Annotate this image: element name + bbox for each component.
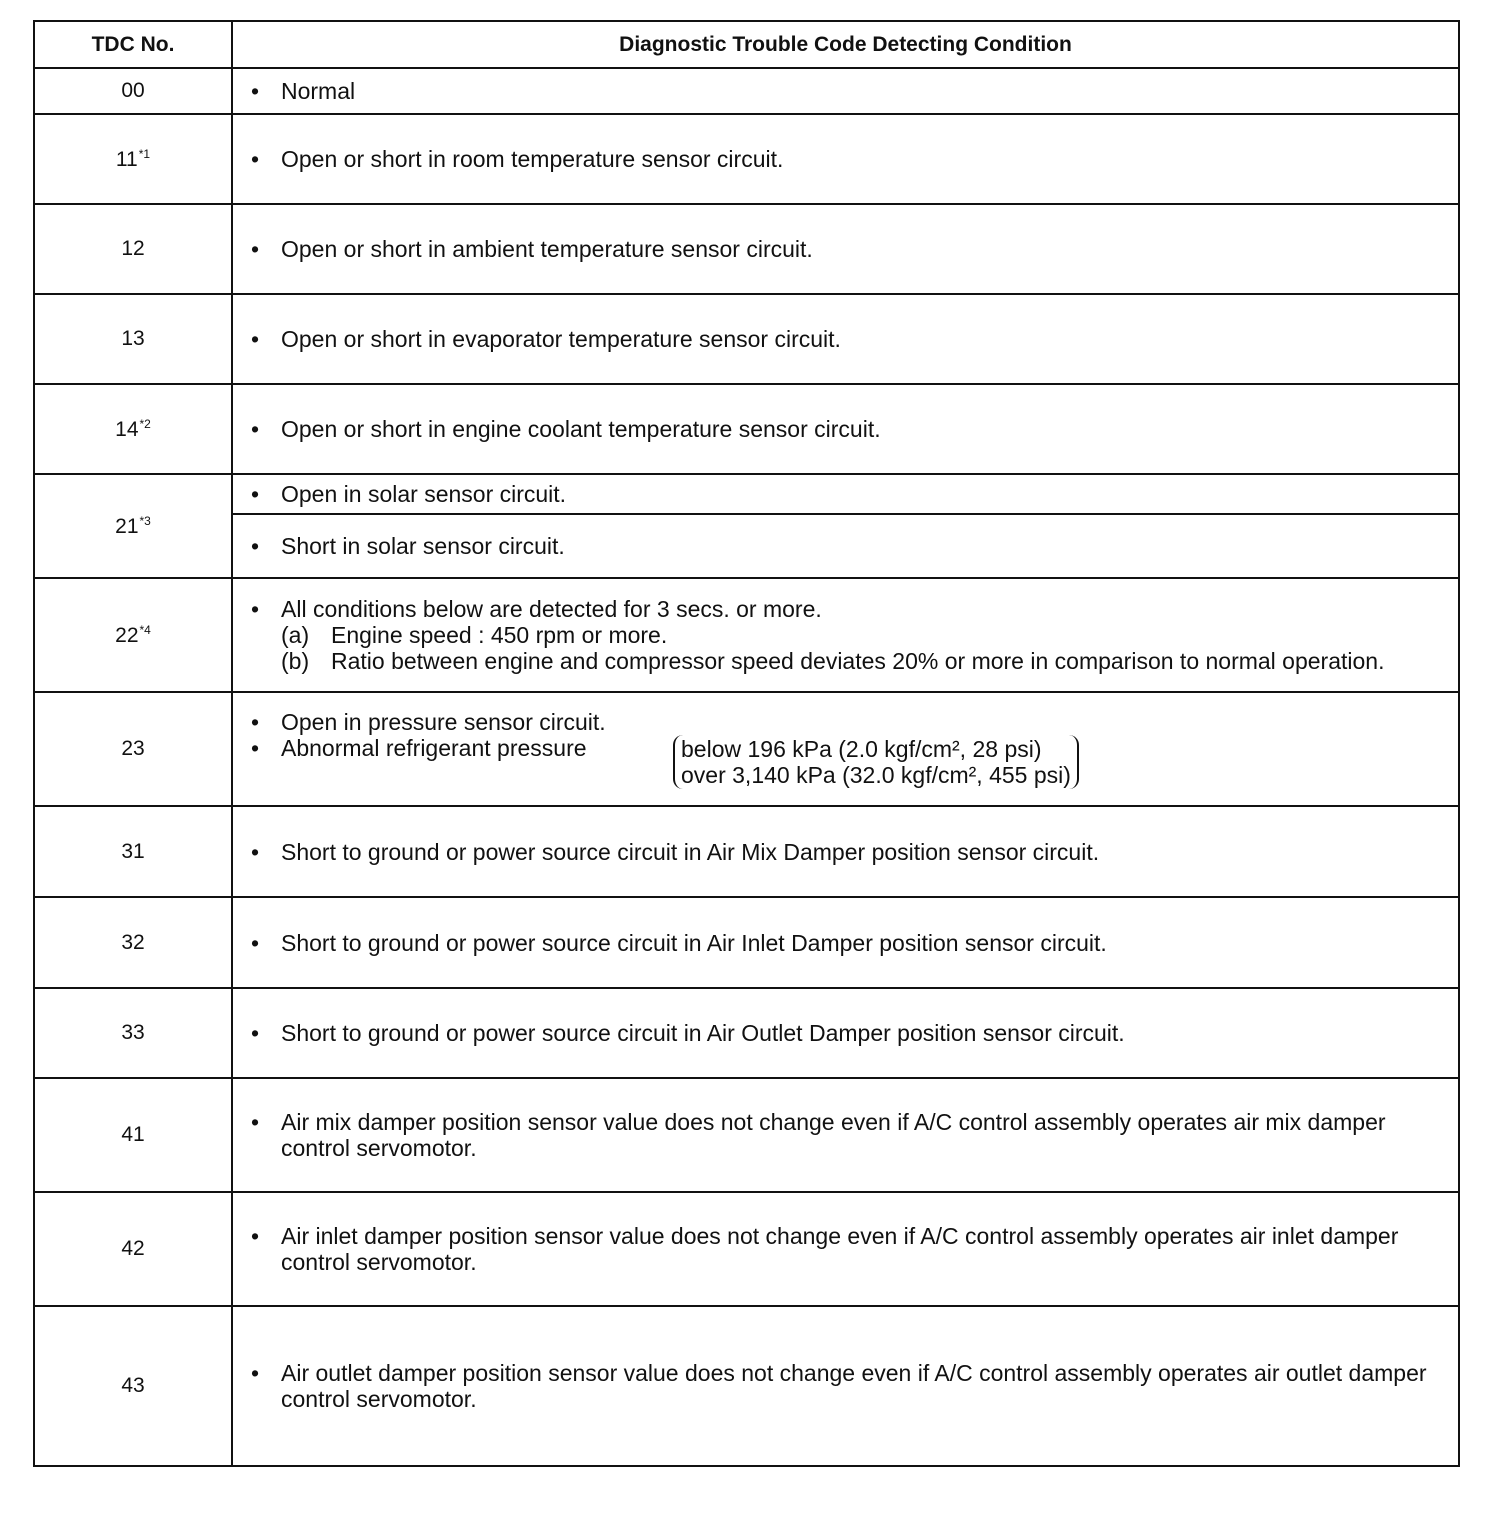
tdc-code: 13 xyxy=(34,294,232,384)
condition-cell xyxy=(232,114,1459,204)
table-row xyxy=(34,578,1459,692)
condition-text: Short to ground or power source circuit in Air Outlet Damper position sensor circuit. xyxy=(281,1020,1125,1046)
condition-text: Open or short in ambient temperature sensor circuit. xyxy=(281,236,813,262)
condition-text: Air mix damper position sensor value does not change even if A/C control assembly operates air mix damper control servomotor. xyxy=(281,1109,1386,1161)
bullet: • xyxy=(251,326,260,352)
sub-condition-text: Ratio between engine and compressor speed deviates 20% or more in comparison to normal operation. xyxy=(331,648,1385,674)
condition-text: Open or short in engine coolant temperature sensor circuit. xyxy=(281,416,881,442)
table-row xyxy=(34,897,1459,988)
pressure-low-text: below 196 kPa (2.0 kgf/cm², 28 psi) xyxy=(681,736,1042,762)
table-header-row xyxy=(34,21,1459,68)
bullet: • xyxy=(251,735,260,761)
table-row xyxy=(34,1192,1459,1306)
condition-cell xyxy=(232,514,1459,578)
condition-text: Short in solar sensor circuit. xyxy=(281,533,565,559)
footnote-mark: *2 xyxy=(139,416,151,431)
tdc-code: 32 xyxy=(34,897,232,988)
bullet: • xyxy=(251,709,260,735)
condition-text: Normal xyxy=(281,78,356,104)
condition-cell xyxy=(232,692,1459,806)
sub-label: (a) xyxy=(281,622,310,648)
tdc-code: 23 xyxy=(34,692,232,806)
condition-text: Open or short in room temperature sensor circuit. xyxy=(281,146,784,172)
condition-text: Open in pressure sensor circuit. xyxy=(281,709,606,735)
condition-text: Air inlet damper position sensor value does not change even if A/C control assembly operates air inlet damper control servomotor. xyxy=(281,1223,1399,1275)
table-row xyxy=(34,204,1459,294)
bullet: • xyxy=(251,1223,260,1249)
table-row xyxy=(34,806,1459,897)
tdc-code: 21$^{*3}$ xyxy=(34,474,232,578)
condition-cell xyxy=(232,204,1459,294)
table-row xyxy=(34,692,1459,806)
condition-text: All conditions below are detected for 3 secs. or more. xyxy=(281,596,822,622)
table-row xyxy=(34,294,1459,384)
bullet: • xyxy=(251,929,260,956)
condition-text: Short to ground or power source circuit in Air Mix Damper position sensor circuit. xyxy=(281,838,1100,865)
bullet: • xyxy=(251,416,260,442)
footnote-mark: *1 xyxy=(138,146,151,161)
table-row xyxy=(34,514,1459,578)
condition-text: Open or short in evaporator temperature sensor circuit. xyxy=(281,326,841,352)
bullet: • xyxy=(251,533,260,559)
tdc-code: 31 xyxy=(34,806,232,897)
tdc-code: 33 xyxy=(34,988,232,1078)
bullet: • xyxy=(251,596,260,622)
footnote-mark: *3 xyxy=(139,513,151,528)
condition-cell xyxy=(232,1192,1459,1306)
condition-cell xyxy=(232,988,1459,1078)
header-tdc-no: TDC No. xyxy=(34,21,232,68)
tdc-code: 00 xyxy=(34,68,232,114)
pressure-high-text: over 3,140 kPa (32.0 kgf/cm², 455 psi) xyxy=(681,762,1071,788)
condition-text: Open in solar sensor circuit. xyxy=(281,481,567,507)
bullet: • xyxy=(251,78,260,104)
condition-cell xyxy=(232,1078,1459,1192)
bullet: • xyxy=(251,146,260,172)
table-row xyxy=(34,68,1459,114)
table-row xyxy=(34,474,1459,514)
sub-label: (b) xyxy=(281,648,310,674)
condition-cell xyxy=(232,294,1459,384)
pressure-range-bracket xyxy=(673,735,1079,789)
condition-cell xyxy=(232,68,1459,114)
table-row xyxy=(34,1306,1459,1466)
bullet: • xyxy=(251,1360,260,1386)
bullet: • xyxy=(251,838,260,865)
tdc-code: 14$^{*2}$ xyxy=(34,384,232,474)
condition-cell xyxy=(232,1306,1459,1466)
trouble-code-table xyxy=(33,20,1460,1467)
tdc-code: 22$^{*4}$ xyxy=(34,578,232,692)
tdc-code: 41 xyxy=(34,1078,232,1192)
header-condition: Diagnostic Trouble Code Detecting Condition xyxy=(232,21,1459,68)
condition-text: Short to ground or power source circuit in Air Inlet Damper position sensor circuit. xyxy=(281,929,1107,956)
table-row xyxy=(34,384,1459,474)
table-row xyxy=(34,988,1459,1078)
table-row xyxy=(34,114,1459,204)
condition-cell xyxy=(232,897,1459,988)
bullet: • xyxy=(251,236,260,262)
condition-cell xyxy=(232,384,1459,474)
bullet: • xyxy=(251,481,260,507)
tdc-code: 43 xyxy=(34,1306,232,1466)
tdc-code: 42 xyxy=(34,1192,232,1306)
sub-condition-text: Engine speed : 450 rpm or more. xyxy=(331,622,668,648)
bullet: • xyxy=(251,1020,260,1046)
tdc-code: 12 xyxy=(34,204,232,294)
bullet: • xyxy=(251,1109,260,1135)
condition-cell xyxy=(232,806,1459,897)
condition-text: Abnormal refrigerant pressure xyxy=(281,735,587,761)
table-row xyxy=(34,1078,1459,1192)
condition-text: Air outlet damper position sensor value does not change even if A/C control assembly operates air outlet damper control servomotor. xyxy=(281,1360,1427,1412)
condition-cell xyxy=(232,578,1459,692)
footnote-mark: *4 xyxy=(139,622,151,637)
tdc-code: 11$^{*1}$ xyxy=(34,114,232,204)
condition-cell xyxy=(232,474,1459,514)
